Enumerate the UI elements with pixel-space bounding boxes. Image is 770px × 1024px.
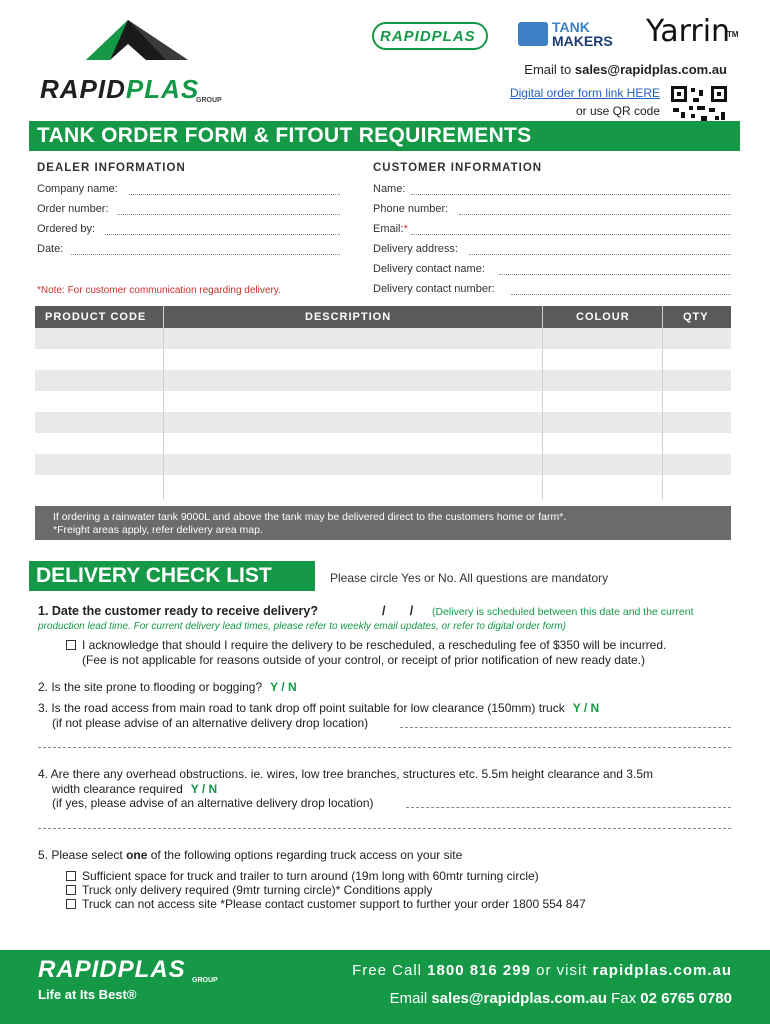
q2-text: 2. Is the site prone to flooding or bogging? [38,680,263,694]
order-number-label: Order number: [37,203,109,215]
delivery-checklist-subtitle: Please circle Yes or No. All questions are mandatory [330,571,609,585]
q5-option-3-checkbox[interactable] [66,899,76,909]
q1-date-input[interactable]: / / [382,604,414,618]
q3-answer-line-2[interactable] [38,747,731,748]
footer-logo-right: PLAS [117,956,186,983]
dealer-info-heading: DEALER INFORMATION [37,162,186,174]
q5-option-2-label: Truck only delivery required (9mtr turning circle)* Conditions apply [82,883,433,897]
customer-name-label: Name: [373,183,406,195]
table-row[interactable] [35,391,731,412]
order-number-field[interactable] [37,203,340,217]
footer-website-link[interactable]: rapidplas.com.au [592,962,732,979]
delivery-contact-name-field[interactable] [373,263,731,277]
table-row[interactable] [35,349,731,370]
table-row[interactable] [35,475,731,496]
header-email-prefix: Email to [524,62,575,77]
q4-text2: width clearance required [52,782,183,796]
footer-phone[interactable]: 1800 816 299 [427,962,531,979]
tank-makers-line1: TANK [552,19,590,35]
header-email-link[interactable]: sales@rapidplas.com.au [574,62,727,77]
q1-text: 1. Date the customer ready to receive delivery? [38,604,318,618]
brand-group-label: GROUP [196,97,222,104]
form-title-banner [29,121,740,151]
footer-logo-left: RAPID [38,956,118,983]
customer-info-heading: CUSTOMER INFORMATION [373,162,543,174]
footer-logo [38,956,186,984]
q3-row [38,701,599,715]
table-row[interactable] [35,328,731,349]
brand-name-left: RAPID [40,74,126,104]
q1-ack-line2: (Fee is not applicable for reasons outside of your control, or receipt of prior notification of new ready date.) [82,653,645,667]
phone-number-field[interactable] [373,203,731,217]
q4-row [52,782,217,796]
q5-bold: one [126,848,148,862]
delivery-contact-number-field[interactable] [373,283,731,297]
q5-option-3 [66,897,586,911]
footer-email-link[interactable]: sales@rapidplas.com.au [431,990,607,1007]
footer-call-prefix: Free Call [352,962,428,979]
q5-text [38,848,462,862]
dealer-note: *Note: For customer communication regarding delivery. [37,285,281,296]
q5-option-1 [66,869,539,883]
qr-code-label: or use QR code [575,104,660,118]
product-table [35,306,731,496]
q1-note-b: production lead time. For current delivery lead times, please refer to weekly email updates, or refer to digital order form) [38,621,567,632]
date-label: Date: [37,243,64,255]
q1-ack-checkbox[interactable] [66,640,76,650]
company-name-label: Company name: [37,183,118,195]
q4-yes-no[interactable]: Y / N [190,782,218,796]
footer-email-prefix: Email [389,990,432,1007]
yarrin-tm: TM [727,30,739,39]
q3-answer-line[interactable] [400,727,731,728]
q3-yes-no[interactable]: Y / N [572,701,600,715]
footer-logo-group: GROUP [192,977,218,984]
footer-call-line [352,962,732,979]
rainwater-tank-note [35,506,731,540]
q1-ack-line1: I acknowledge that should I require the delivery to be rescheduled, a rescheduling fee of $350 will be incurred. [82,638,667,652]
partner-tank-makers-logo [552,20,613,48]
product-table-header [35,306,731,328]
footer-fax-prefix: Fax [606,990,641,1007]
ordered-by-label: Ordered by: [37,223,96,235]
q3-text: 3. Is the road access from main road to tank drop off point suitable for low clearance (150mm) truck [38,701,565,715]
email-required-mark: * [403,223,408,235]
footer-fax: 02 6765 0780 [640,990,732,1007]
table-divider [163,306,164,500]
date-field[interactable] [37,243,340,257]
delivery-checklist-banner [29,561,315,591]
ordered-by-field[interactable] [37,223,340,237]
q4-text: 4. Are there any overhead obstructions. ie. wires, low tree branches, structures etc. 5.5m height clearance and 3.5m [38,767,653,781]
footer-email-line [390,990,732,1007]
table-row[interactable] [35,454,731,475]
q3-sub: (if not please advise of an alternative delivery drop location) [52,716,369,730]
q5-pre: 5. Please select [38,848,127,862]
header-email-line [524,62,727,77]
delivery-contact-name-label: Delivery contact name: [373,263,485,275]
email-field[interactable] [373,223,731,237]
delivery-checklist-title: DELIVERY CHECK LIST [36,564,272,587]
form-title: TANK ORDER FORM & FITOUT REQUIREMENTS [37,124,532,147]
col-description: DESCRIPTION [305,311,392,323]
footer-call-mid: or visit [530,962,593,979]
q1-ack-row [66,638,666,652]
tank-makers-icon [518,22,548,46]
company-name-field[interactable] [37,183,340,197]
rainwater-note-line2: *Freight areas apply, refer delivery area map. [53,524,263,536]
delivery-contact-number-label: Delivery contact number: [373,283,495,295]
brand-name-right: PLAS [125,74,200,104]
col-qty: QTY [683,311,709,323]
q2-yes-no[interactable]: Y / N [270,680,297,694]
partner-rapidplas-text: RAPIDPLAS [380,28,476,45]
customer-name-field[interactable] [373,183,731,197]
delivery-address-field[interactable] [373,243,731,257]
table-row[interactable] [35,370,731,391]
q4-answer-line[interactable] [406,807,731,808]
q5-option-2-checkbox[interactable] [66,885,76,895]
tank-makers-line2: MAKERS [552,33,613,49]
email-label: Email: [373,223,404,235]
q5-option-3-label: Truck can not access site *Please contact customer support to further your order 1800 554 847 [82,897,586,911]
q5-option-2 [66,883,432,897]
table-divider [662,306,663,500]
q4-answer-line-2[interactable] [38,828,731,829]
rainwater-note-line1: If ordering a rainwater tank 9000L and above the tank may be delivered direct to the customers home or farm*. [53,511,567,523]
partner-rapidplas-logo [372,22,488,50]
table-divider [542,306,543,500]
digital-order-form-link[interactable]: Digital order form link HERE [509,86,660,100]
table-row[interactable] [35,433,731,454]
q5-option-1-checkbox[interactable] [66,871,76,881]
q2-row [38,680,297,694]
delivery-address-label: Delivery address: [373,243,458,255]
footer-tagline: Life at Its Best® [38,987,137,1002]
q5-option-1-label: Sufficient space for truck and trailer to turn around (19m long with 60mtr turning circle) [82,869,539,883]
phone-number-label: Phone number: [373,203,449,215]
q4-sub: (if yes, please advise of an alternative delivery drop location) [52,796,374,810]
partner-yarrin-logo: Yarrin [646,14,731,49]
col-colour: COLOUR [576,311,630,323]
col-product-code: PRODUCT CODE [45,311,147,323]
table-row[interactable] [35,412,731,433]
q1-note-a: (Delivery is scheduled between this date and the current [432,606,694,618]
q5-post: of the following options regarding truck access on your site [147,848,463,862]
